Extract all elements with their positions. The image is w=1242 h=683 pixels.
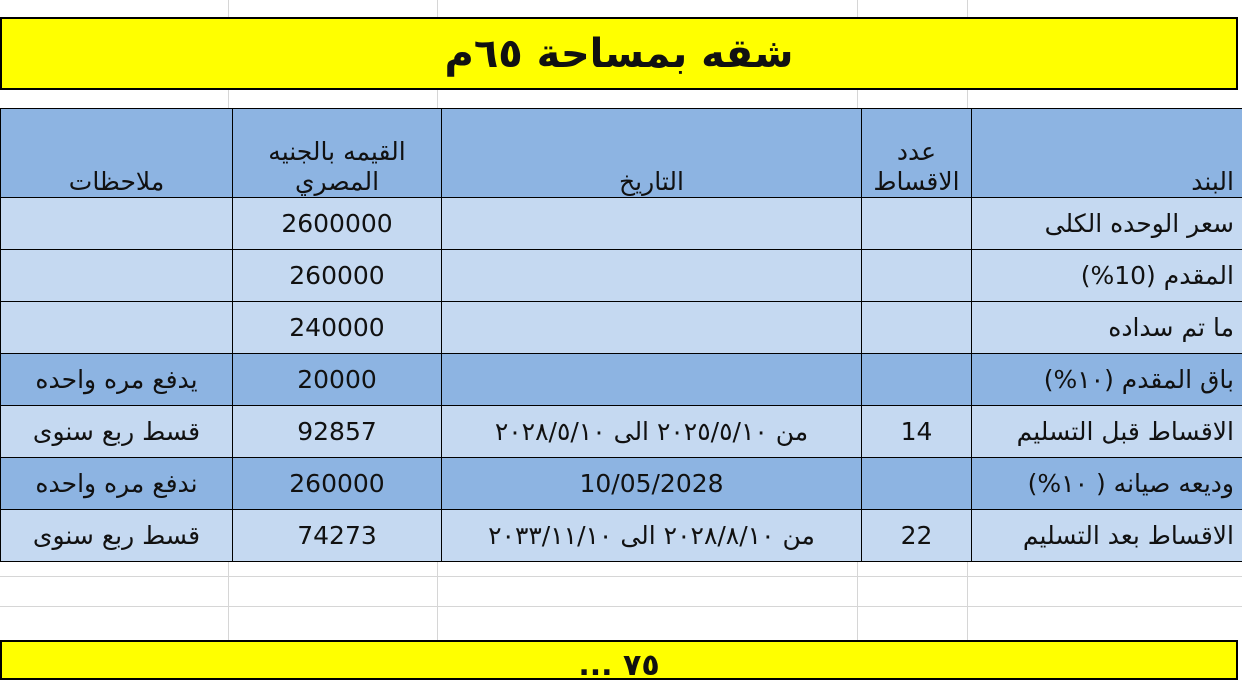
cell-value[interactable]: 2600000 <box>233 198 442 250</box>
cell-item[interactable]: باق المقدم (١٠%) <box>972 354 1242 406</box>
header-item[interactable]: البند <box>972 109 1242 198</box>
cell-date[interactable]: 10/05/2028 <box>442 458 862 510</box>
installment-table <box>0 108 1242 562</box>
cell-count[interactable]: 22 <box>862 510 972 562</box>
table-row <box>1 198 1242 250</box>
gridline <box>0 576 1242 577</box>
table-row <box>1 302 1242 354</box>
cell-value[interactable]: 240000 <box>233 302 442 354</box>
cell-notes[interactable] <box>1 302 233 354</box>
header-notes[interactable]: ملاحظات <box>1 109 233 198</box>
cell-date[interactable] <box>442 302 862 354</box>
cell-notes[interactable]: يدفع مره واحده <box>1 354 233 406</box>
cell-item[interactable]: الاقساط قبل التسليم <box>972 406 1242 458</box>
cell-date[interactable] <box>442 198 862 250</box>
cell-count[interactable]: 14 <box>862 406 972 458</box>
header-date[interactable]: التاريخ <box>442 109 862 198</box>
cell-value[interactable]: 260000 <box>233 458 442 510</box>
cell-notes[interactable]: قسط ربع سنوى <box>1 510 233 562</box>
header-count[interactable]: عدد الاقساط <box>862 109 972 198</box>
table-row <box>1 510 1242 562</box>
cell-count[interactable] <box>862 302 972 354</box>
cell-value[interactable]: 74273 <box>233 510 442 562</box>
table-row <box>1 250 1242 302</box>
cell-item[interactable]: سعر الوحده الكلى <box>972 198 1242 250</box>
cell-date[interactable]: من ٢٠٢٥/٥/١٠ الى ٢٠٢٨/٥/١٠ <box>442 406 862 458</box>
header-value[interactable]: القيمه بالجنيه المصري <box>233 109 442 198</box>
table-row <box>1 458 1242 510</box>
cell-value[interactable]: 92857 <box>233 406 442 458</box>
cell-date[interactable] <box>442 354 862 406</box>
next-sheet-title[interactable]: ٧٥ ... <box>0 640 1238 680</box>
cell-notes[interactable] <box>1 250 233 302</box>
gridline <box>0 606 1242 607</box>
table-row <box>1 406 1242 458</box>
cell-item[interactable]: المقدم (10%) <box>972 250 1242 302</box>
cell-date[interactable] <box>442 250 862 302</box>
cell-item[interactable]: الاقساط بعد التسليم <box>972 510 1242 562</box>
cell-count[interactable] <box>862 250 972 302</box>
cell-item[interactable]: وديعه صيانه ( ١٠%) <box>972 458 1242 510</box>
cell-count[interactable] <box>862 354 972 406</box>
cell-notes[interactable]: ندفع مره واحده <box>1 458 233 510</box>
cell-value[interactable]: 260000 <box>233 250 442 302</box>
cell-notes[interactable]: قسط ربع سنوى <box>1 406 233 458</box>
cell-date[interactable]: من ٢٠٢٨/٨/١٠ الى ٢٠٣٣/١١/١٠ <box>442 510 862 562</box>
cell-item[interactable]: ما تم سداده <box>972 302 1242 354</box>
table-header-row <box>1 109 1242 198</box>
cell-notes[interactable] <box>1 198 233 250</box>
cell-value[interactable]: 20000 <box>233 354 442 406</box>
sheet-title[interactable]: شقه بمساحة ٦٥م <box>0 17 1238 90</box>
table-row <box>1 354 1242 406</box>
cell-count[interactable] <box>862 458 972 510</box>
cell-count[interactable] <box>862 198 972 250</box>
